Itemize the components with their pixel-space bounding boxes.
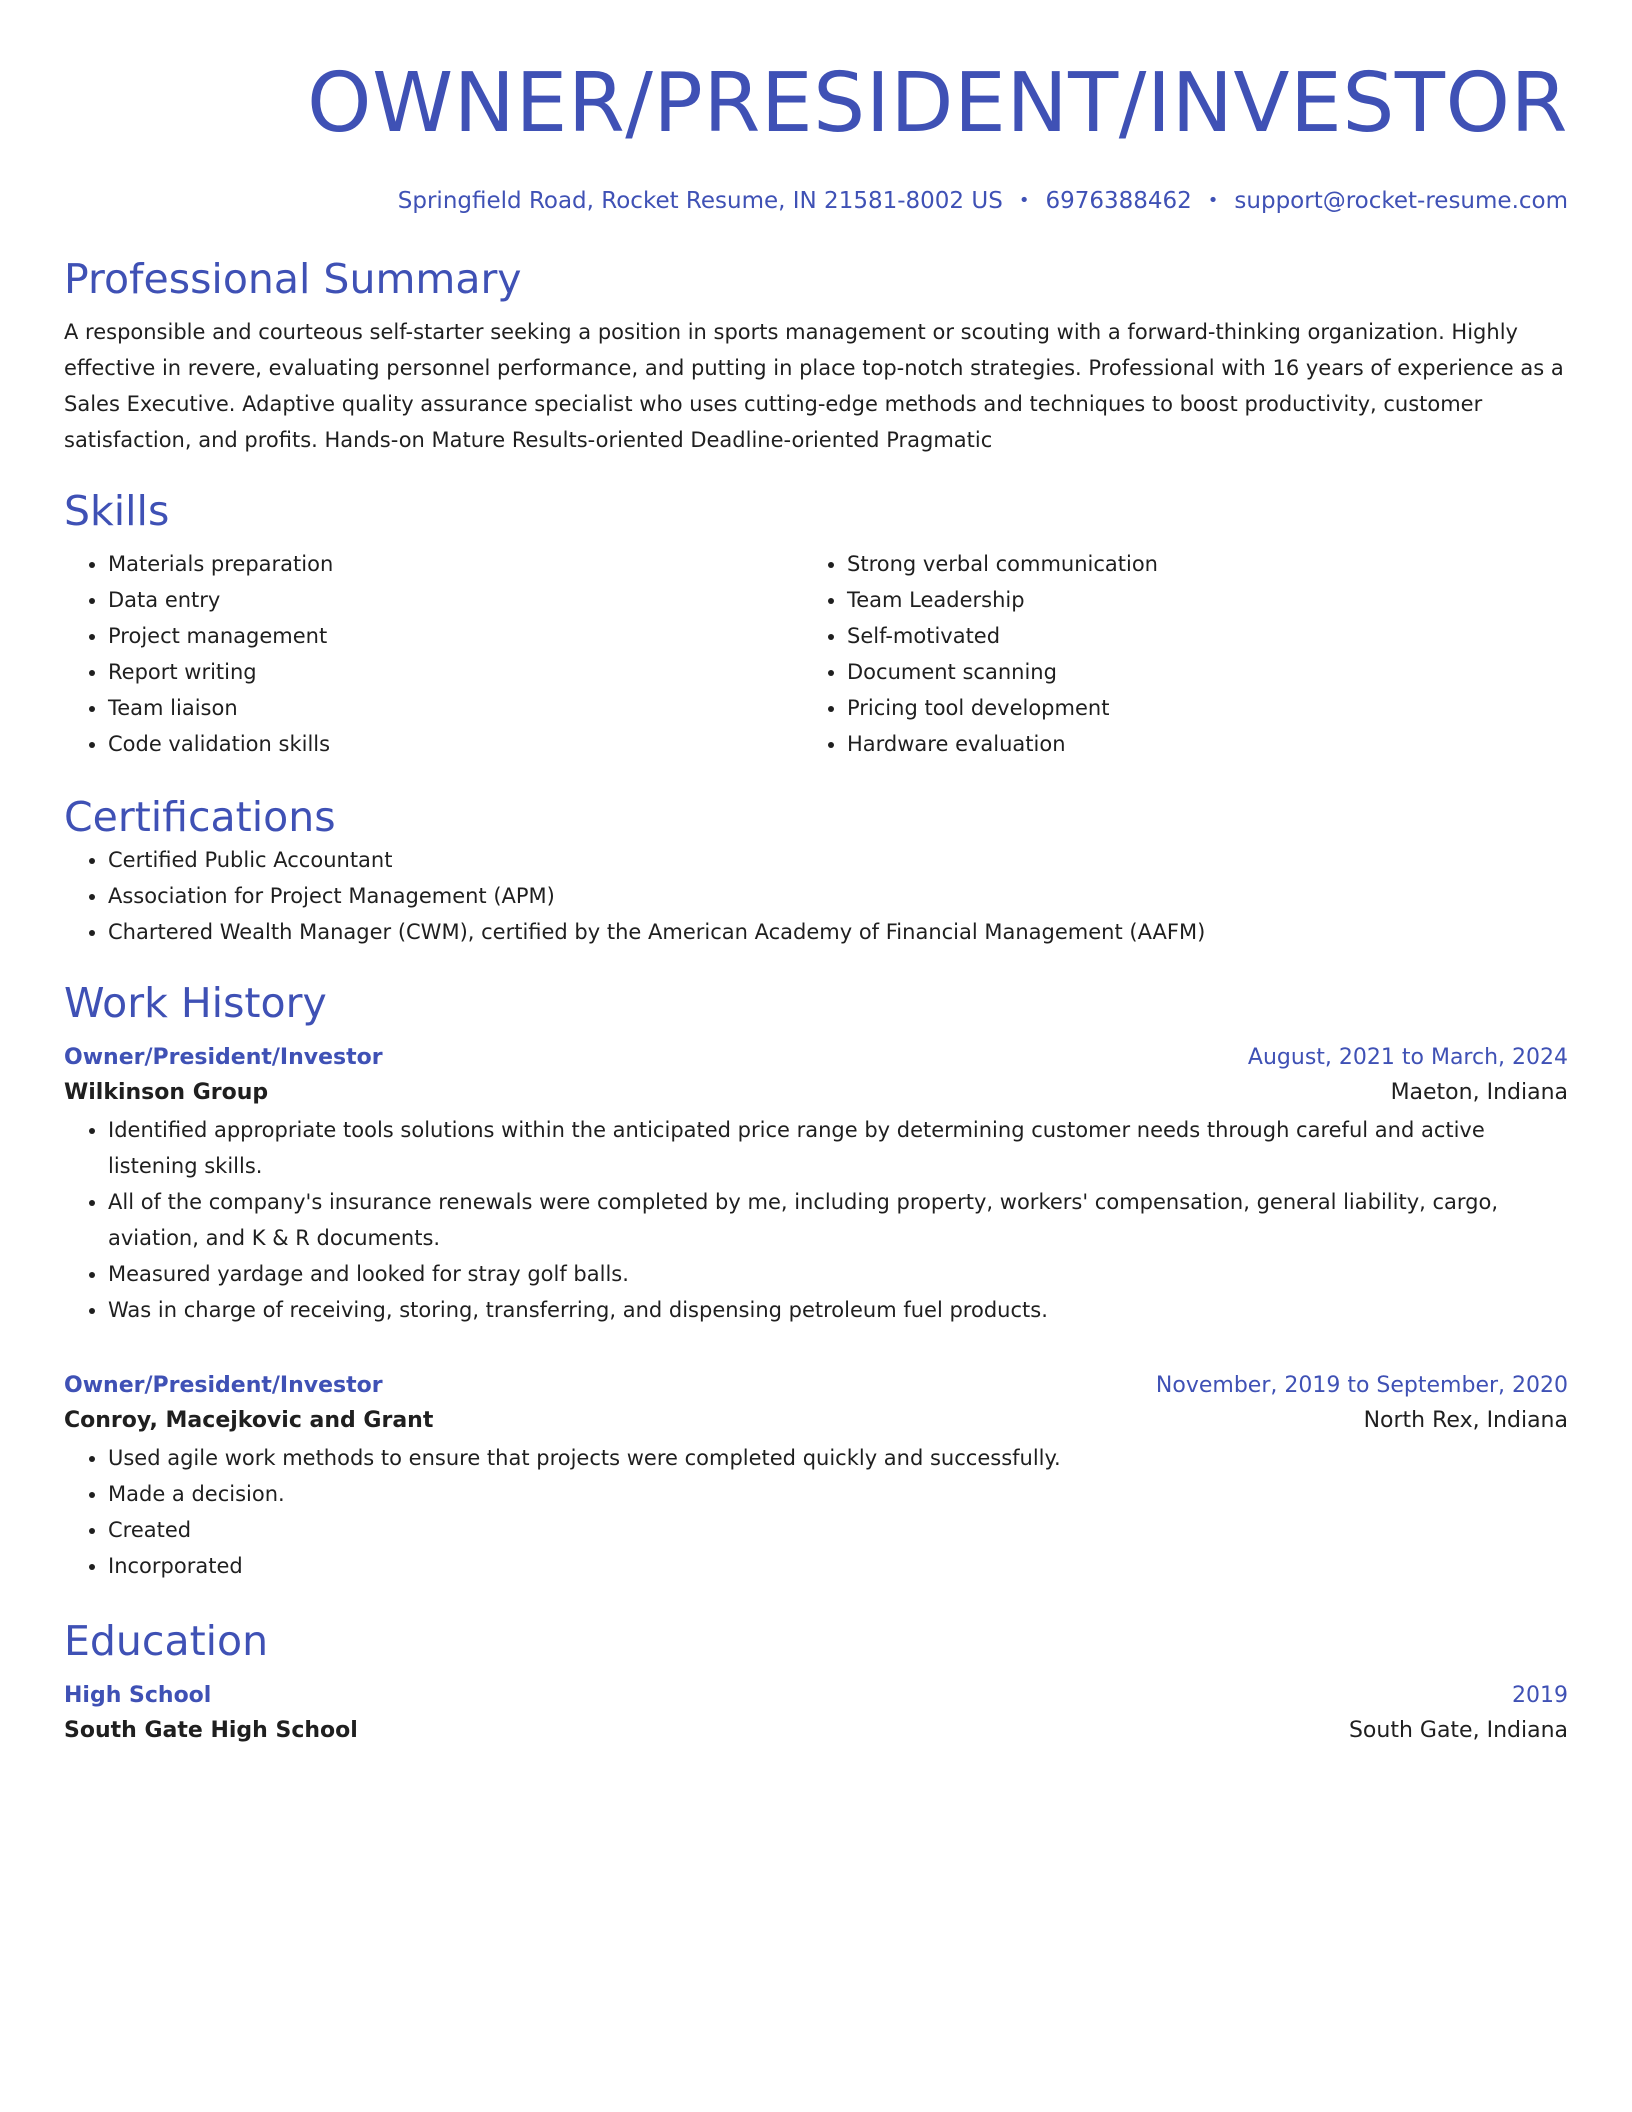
education-section bbox=[64, 1616, 1568, 1750]
skills-list-left bbox=[64, 546, 803, 762]
skills-grid bbox=[64, 546, 1568, 762]
skill-item: • Team liaison bbox=[108, 690, 803, 726]
company-name: Conroy, Macejkovic and Grant bbox=[64, 1408, 434, 1433]
job-header-row bbox=[64, 1370, 1568, 1402]
contact-phone: 6976388462 bbox=[1045, 188, 1192, 214]
resume-header bbox=[64, 56, 1568, 216]
school-location: South Gate, Indiana bbox=[1348, 1718, 1568, 1743]
job-location: Maeton, Indiana bbox=[1390, 1080, 1568, 1105]
skill-item: • Data entry bbox=[108, 582, 803, 618]
contact-line bbox=[64, 186, 1568, 216]
responsibility-item: • Was in charge of receiving, storing, transferring, and dispensing petroleum fuel products. bbox=[108, 1292, 1568, 1328]
responsibility-item: • Made a decision. bbox=[108, 1476, 1568, 1512]
job-company-row bbox=[64, 1402, 1568, 1440]
skill-item: • Code validation skills bbox=[108, 726, 803, 762]
responsibility-item: • Used agile work methods to ensure that projects were completed quickly and successfully. bbox=[108, 1440, 1568, 1476]
section-title-summary: Professional Summary bbox=[64, 255, 522, 303]
responsibility-item: • Created bbox=[108, 1512, 1568, 1548]
job-responsibilities bbox=[64, 1440, 1568, 1584]
skill-item: • Strong verbal communication bbox=[847, 546, 1568, 582]
skill-item: • Hardware evaluation bbox=[847, 726, 1568, 762]
responsibility-item: • Measured yardage and looked for stray golf balls. bbox=[108, 1256, 1568, 1292]
graduation-year: 2019 bbox=[1512, 1683, 1568, 1708]
skill-item: • Report writing bbox=[108, 654, 803, 690]
company-name: Wilkinson Group bbox=[64, 1080, 269, 1105]
skill-item: • Document scanning bbox=[847, 654, 1568, 690]
job-header-row bbox=[64, 1042, 1568, 1074]
contact-separator: • bbox=[1018, 190, 1030, 211]
candidate-name: OWNER/PRESIDENT/INVESTOR bbox=[307, 56, 1568, 151]
skill-item: • Project management bbox=[108, 618, 803, 654]
section-title-education: Education bbox=[64, 1617, 269, 1665]
summary-text: A responsible and courteous self-starter seeking a position in sports management or scouting with a forward-thinking organization. Highly effective in revere, evaluating personnel performance, and putting in place top-notch strategies. Professional with 16 years of experience as a Sales Executive. Adaptive quality assurance specialist who uses cutting-edge methods and techniques to boost productivity, customer satisfaction, and profits. Hands-on Mature Results-oriented Deadline-oriented Pragmatic bbox=[64, 320, 1564, 452]
education-header-row bbox=[64, 1680, 1568, 1712]
skills-list-right bbox=[803, 546, 1568, 762]
section-title-work-history: Work History bbox=[64, 979, 327, 1027]
skill-item: • Self-motivated bbox=[847, 618, 1568, 654]
contact-address: Springfield Road, Rocket Resume, IN 21581-8002 US bbox=[397, 188, 1003, 214]
skill-item: • Pricing tool development bbox=[847, 690, 1568, 726]
section-title-skills: Skills bbox=[64, 487, 170, 535]
work-entry bbox=[64, 1042, 1568, 1328]
skill-item: • Team Leadership bbox=[847, 582, 1568, 618]
job-responsibilities bbox=[64, 1112, 1568, 1328]
education-school-row bbox=[64, 1712, 1568, 1750]
professional-summary-section bbox=[64, 254, 1568, 458]
skill-item: • Materials preparation bbox=[108, 546, 803, 582]
certifications-section bbox=[64, 792, 1568, 950]
work-history-section bbox=[64, 978, 1568, 1584]
responsibility-item: • Incorporated bbox=[108, 1548, 1568, 1584]
certification-item: • Association for Project Management (APM) bbox=[108, 878, 1568, 914]
certification-item: • Chartered Wealth Manager (CWM), certified by the American Academy of Financial Management (AAFM) bbox=[108, 914, 1568, 950]
job-title: Owner/President/Investor bbox=[64, 1045, 383, 1070]
school-name: South Gate High School bbox=[64, 1718, 358, 1743]
contact-email: support@rocket-resume.com bbox=[1234, 188, 1568, 214]
contact-separator: • bbox=[1207, 190, 1219, 211]
education-entry bbox=[64, 1680, 1568, 1750]
skills-section bbox=[64, 486, 1568, 762]
responsibility-item: • Identified appropriate tools solutions within the anticipated price range by determining customer needs through careful and active listening skills. bbox=[108, 1112, 1568, 1184]
job-dates: November, 2019 to September, 2020 bbox=[1155, 1373, 1568, 1398]
work-entry bbox=[64, 1370, 1568, 1584]
job-company-row bbox=[64, 1074, 1568, 1112]
degree-name: High School bbox=[64, 1683, 212, 1708]
job-location: North Rex, Indiana bbox=[1363, 1408, 1568, 1433]
certifications-list bbox=[64, 842, 1568, 950]
responsibility-item: • All of the company's insurance renewals were completed by me, including property, workers' compensation, general liability, cargo, aviation, and K & R documents. bbox=[108, 1184, 1568, 1256]
job-dates: August, 2021 to March, 2024 bbox=[1247, 1045, 1568, 1070]
certification-item: • Certified Public Accountant bbox=[108, 842, 1568, 878]
section-title-certifications: Certifications bbox=[64, 793, 336, 841]
job-title: Owner/President/Investor bbox=[64, 1373, 383, 1398]
